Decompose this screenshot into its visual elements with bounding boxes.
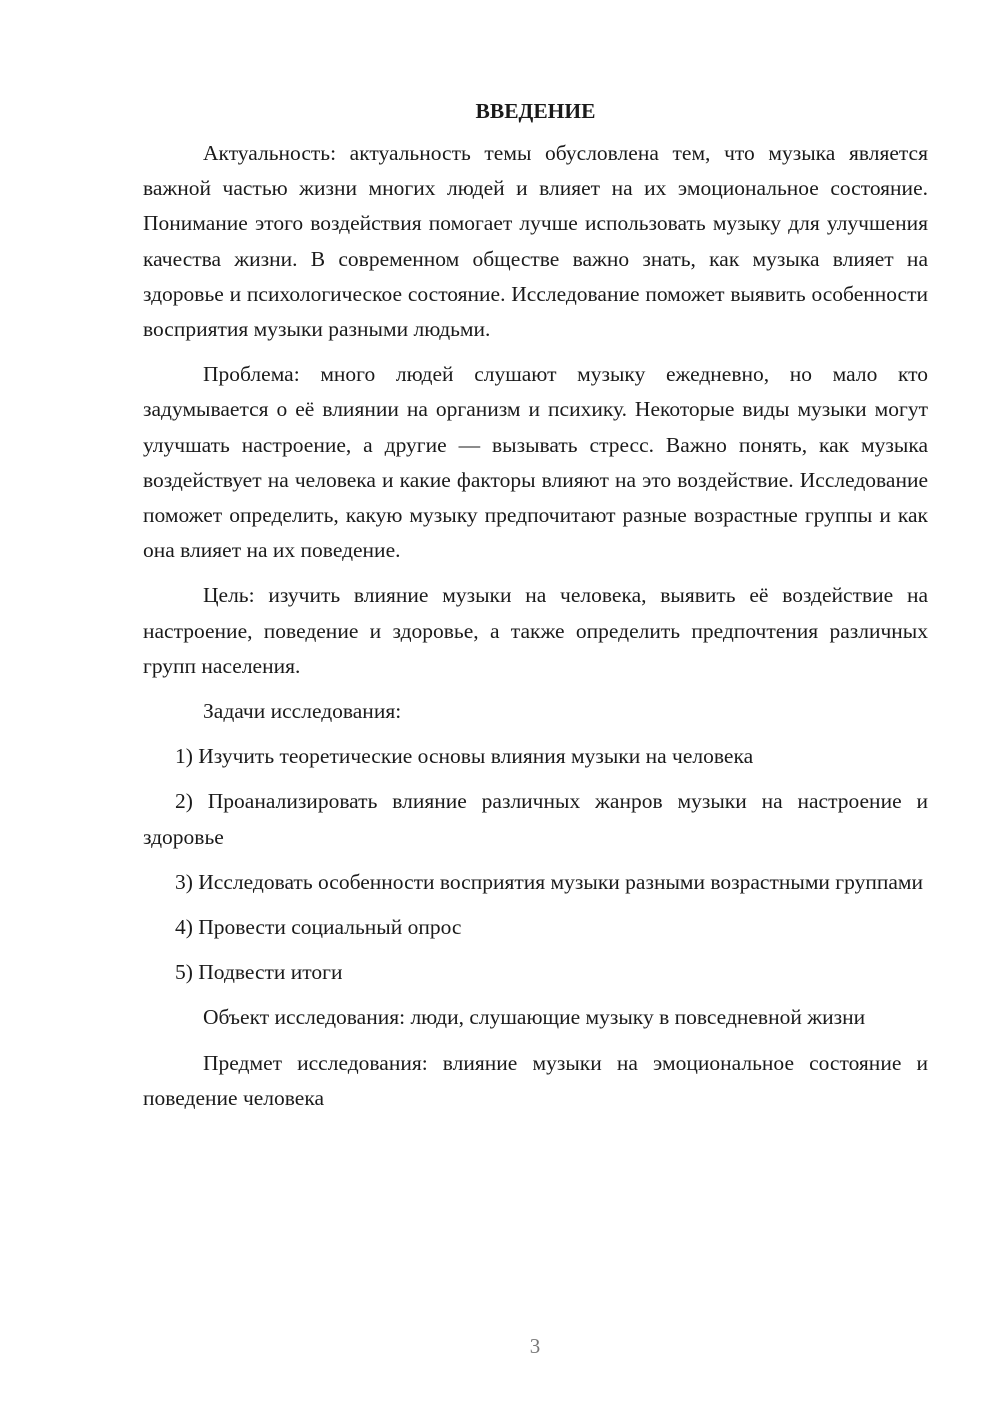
task-item: 5) Подвести итоги xyxy=(175,960,343,985)
paragraph-relevance: Актуальность: актуальность темы обусловлена тем, что музыка является важной частью жизни многих людей и влияет на их эмоциональное состояние. Понимание этого воздействия помогает лучше использовать музыку для улучшения качества жизни. В современном обществе важно знать, как музыка влияет на здоровье и психологическое состояние. Исследование поможет выявить особенности восприятия музыки разными людьми. xyxy=(143,141,928,342)
paragraph-tasks-heading: Задачи исследования: xyxy=(203,699,402,724)
paragraph-problem: Проблема: много людей слушают музыку ежедневно, но мало кто задумывается о её влиянии на организм и психику. Некоторые виды музыки могут улучшать настроение, а другие — вызывать стресс. Важно понять, как музыка воздействует на человека и какие факторы влияют на это воздействие. Исследование поможет определить, какую музыку предпочитают разные возрастные группы и как она влияет на их поведение. xyxy=(143,362,928,563)
task-item: 4) Провести социальный опрос xyxy=(175,915,462,940)
page-number: 3 xyxy=(529,1334,541,1358)
task-item: 2) Проанализировать влияние различных жанров музыки на настроение и здоровье xyxy=(143,789,928,849)
task-item: 1) Изучить теоретические основы влияния музыки на человека xyxy=(175,744,754,769)
paragraph-goal: Цель: изучить влияние музыки на человека, выявить её воздействие на настроение, поведение и здоровье, а также определить предпочтения различных групп населения. xyxy=(143,583,928,678)
paragraph-subject: Предмет исследования: влияние музыки на эмоциональное состояние и поведение человека xyxy=(143,1050,928,1110)
document-page xyxy=(143,96,928,1126)
task-item: 3) Исследовать особенности восприятия музыки разными возрастными группами xyxy=(175,869,924,894)
section-title: ВВЕДЕНИЕ xyxy=(475,99,596,123)
paragraph-object: Объект исследования: люди, слушающие музыку в повседневной жизни xyxy=(203,1005,866,1030)
